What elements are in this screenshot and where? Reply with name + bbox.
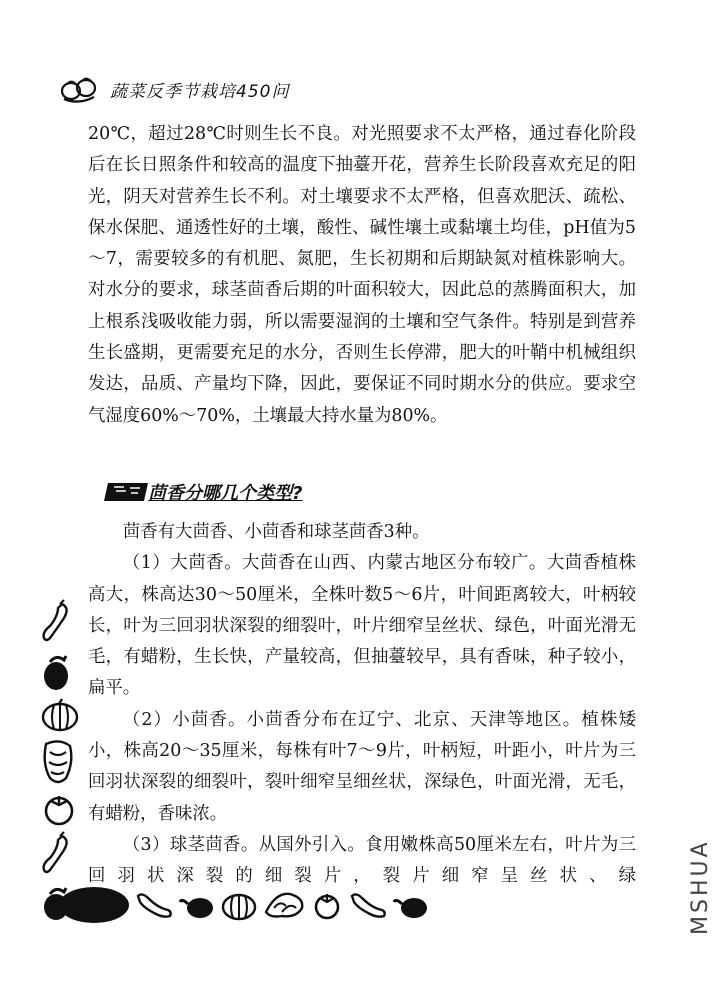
paragraph-da-huixiang: （1）大茴香。大茴香在山西、内蒙古地区分布较广。大茴香植株高大，株高达30～50厘米，全株叶数5～6片，叶间距离较大，叶柄较长，叶为三回羽状深裂的细裂叶，叶片细窄呈丝状、绿色，叶面光滑无毛，有蜡粉，生长快，产量较高，但抽薹较早，具有香味，种子较小，扁平。 bbox=[88, 553, 636, 699]
vegetable-logo-icon bbox=[60, 75, 98, 103]
eggplant-icon bbox=[40, 650, 74, 692]
gourd-icon bbox=[134, 890, 174, 920]
section-body bbox=[88, 517, 636, 893]
chinese-cabbage-icon bbox=[262, 890, 306, 920]
tomato-icon bbox=[310, 890, 344, 920]
side-decoration-column bbox=[40, 600, 82, 928]
paragraph-xiao-huixiang: （2）小茴香。小茴香分布在辽宁、北京、天津等地区。植株矮小，株高20～35厘米，每株有叶7～9片，叶柄短，叶距小，叶片为三回羽状深裂的细裂叶，裂叶细窄呈细丝状，深绿色，叶面光滑，无毛，有蜡粉，香味浓。 bbox=[88, 709, 636, 824]
watermark-text: MSHUA bbox=[688, 839, 713, 935]
gourd-icon bbox=[40, 832, 74, 876]
running-head-title: 蔬菜反季节栽培450问 bbox=[110, 81, 290, 102]
body-paragraph-top: 20℃，超过28℃时则生长不良。对光照要求不太严格，通过春化阶段后在长日照条件和较高的温度下抽薹开花，营养生长阶段喜欢充足的阳光，阴天对营养生长不利。对土壤要求不太严格，但喜欢肥沃、疏松、保水保肥、通透性好的土壤，酸性、碱性壤土或黏壤土均佳，pH值为5～7，需要较多的有机肥、氮肥，生长初期和后期缺氮对植株影响大。对水分的要求，球茎茴香后期的叶面积较大，因此总的蒸腾面积大，加上根系浅吸收能力弱，所以需要湿润的土壤和空气条件。特别是到营养生长盛期，更需要充足的水分，否则生长停滞，肥大的叶鞘中机械组织发达，品质、产量均下降，因此，要保证不同时期水分的供应。要求空气湿度60%～70%，土壤最大持水量为80%。 bbox=[88, 124, 636, 426]
heading-badge-icon bbox=[104, 481, 148, 503]
gourd-icon bbox=[348, 890, 388, 920]
chinese-cabbage-icon bbox=[40, 738, 76, 786]
pumpkin-icon bbox=[220, 889, 258, 921]
pumpkin-icon bbox=[40, 698, 80, 732]
footer-decoration-bar bbox=[58, 880, 434, 930]
section-heading-text: 茴香分哪几个类型? bbox=[148, 483, 303, 504]
page-header bbox=[60, 72, 289, 106]
section-intro: 茴香有大茴香、小茴香和球茎茴香3种。 bbox=[122, 522, 430, 542]
gourd-icon bbox=[40, 600, 74, 644]
section-heading bbox=[104, 479, 302, 505]
tomato-icon bbox=[40, 792, 78, 826]
footer-blob-icon bbox=[58, 885, 130, 925]
eggplant-icon bbox=[178, 890, 216, 920]
eggplant-icon bbox=[392, 890, 430, 920]
paragraph-qiujing-huixiang: （3）球茎茴香。从国外引入。食用嫩株高50厘米左右，叶片为三回羽状深裂的细裂片，裂片细窄呈丝状、绿 bbox=[88, 834, 636, 887]
